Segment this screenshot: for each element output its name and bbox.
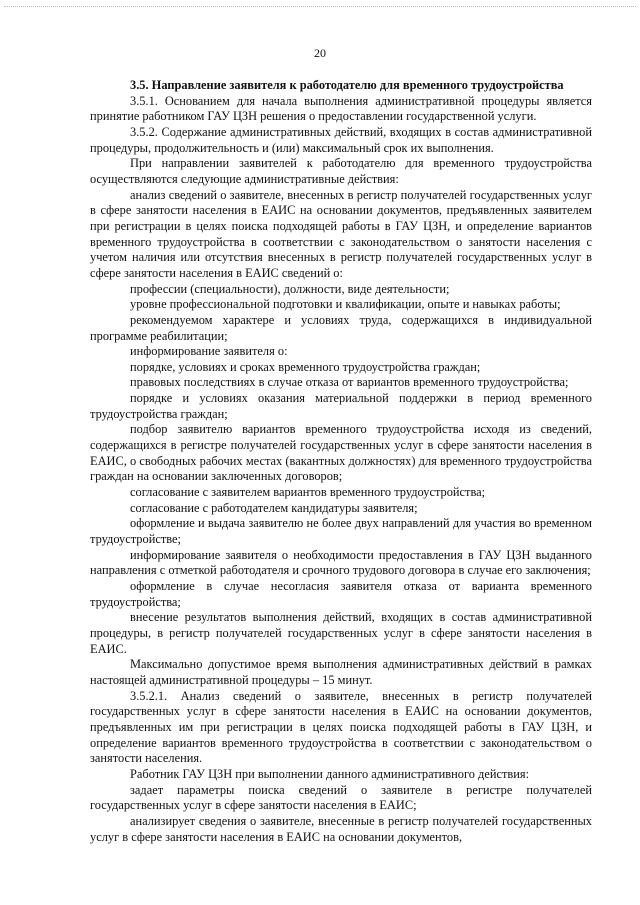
paragraph: информирование заявителя о: <box>130 344 288 359</box>
list-item: рекомендуемом характере и условиях труда, содержащихся в индивидуальной программе реабилитации; <box>90 312 592 343</box>
list-item: анализирует сведения о заявителе, внесенные в регистр получателей государственных услуг в сфере занятости населения в ЕАИС на основании документов, <box>90 813 592 844</box>
paragraph: согласование с работодателем кандидатуры заявителя; <box>130 500 418 515</box>
paragraph: анализ сведений о заявителе, внесенных в регистр получателей государственных услуг в сфере занятости населения в ЕАИС на основании документов, предъявленных заявителем при регистрации в целях поиска подходящей работы в ГАУ ЦЗН, и определение вариантов временного трудоустройства в соответствии с законодательством о занятости населения с учетом наличия или отсутствия внесенных в регистр получателей государственных услуг в сфере занятости населения в ЕАИС сведений о: <box>90 187 592 280</box>
paragraph: согласование с заявителем вариантов временного трудоустройства; <box>130 485 486 500</box>
paragraph: Работник ГАУ ЦЗН при выполнении данного административного действия: <box>130 766 530 781</box>
list-item: порядке, условиях и сроках временного трудоустройства граждан; <box>130 359 481 374</box>
paragraph: 3.5.2.1. Анализ сведений о заявителе, внесенных в регистр получателей государственных услуг в сфере занятости населения в ЕАИС на основании документов, предъявленных им при регистрации в целях поиска подходящей работы в ГАУ ЦЗН, и определение вариантов временного трудоустройства в соответствии с законодательством о занятости населения. <box>90 688 592 766</box>
list-item: задает параметры поиска сведений о заявителе в регистре получателей государственных услуг в сфере занятости населения в ЕАИС; <box>90 782 592 813</box>
list-item: профессии (специальности), должности, виде деятельности; <box>130 281 450 296</box>
paragraph: информирование заявителя о необходимости предоставления в ГАУ ЦЗН выданного направления с отметкой работодателя и срочного трудового договора в случае его заключения; <box>90 547 592 578</box>
list-item: правовых последствиях в случае отказа от вариантов временного трудоустройства; <box>130 375 569 390</box>
list-item: уровне профессиональной подготовки и квалификации, опыте и навыках работы; <box>130 297 561 312</box>
paragraph: оформление в случае несогласия заявителя отказа от варианта временного трудоустройства; <box>90 579 592 609</box>
section-heading: 3.5. Направление заявителя к работодателю для временного трудоустройства <box>130 78 564 92</box>
document-body <box>90 78 592 845</box>
page-number: 20 <box>314 46 326 60</box>
paragraph: оформление и выдача заявителю не более двух направлений для участия во временном трудоустройстве; <box>90 516 592 547</box>
paragraph: Максимально допустимое время выполнения административных действий в рамках настоящей административной процедуры – 15 минут. <box>90 657 592 687</box>
list-item: порядке и условиях оказания материальной поддержки в период временного трудоустройства граждан; <box>90 391 592 421</box>
paragraph: подбор заявителю вариантов временного трудоустройства исходя из сведений, содержащихся в регистре получателей государственных услуг в сфере занятости населения в ЕАИС, о свободных рабочих местах (вакантных должностях) для временного трудоустройства граждан на основании заключенных договоров; <box>90 422 592 484</box>
paragraph: внесение результатов выполнения действий, входящих в состав административной процедуры, в регистр получателей государственных услуг в сфере занятости населения в ЕАИС. <box>90 610 592 656</box>
paragraph: При направлении заявителей к работодателю для временного трудоустройства осуществляются следующие административные действия: <box>90 156 592 186</box>
scan-edge-line <box>4 6 636 7</box>
paragraph: 3.5.1. Основанием для начала выполнения административной процедуры является принятие работником ГАУ ЦЗН решения о предоставлении государственной услуги. <box>90 93 592 124</box>
paragraph: 3.5.2. Содержание административных действий, входящих в состав административной процедуры, продолжительность и (или) максимальный срок их выполнения. <box>90 124 592 155</box>
